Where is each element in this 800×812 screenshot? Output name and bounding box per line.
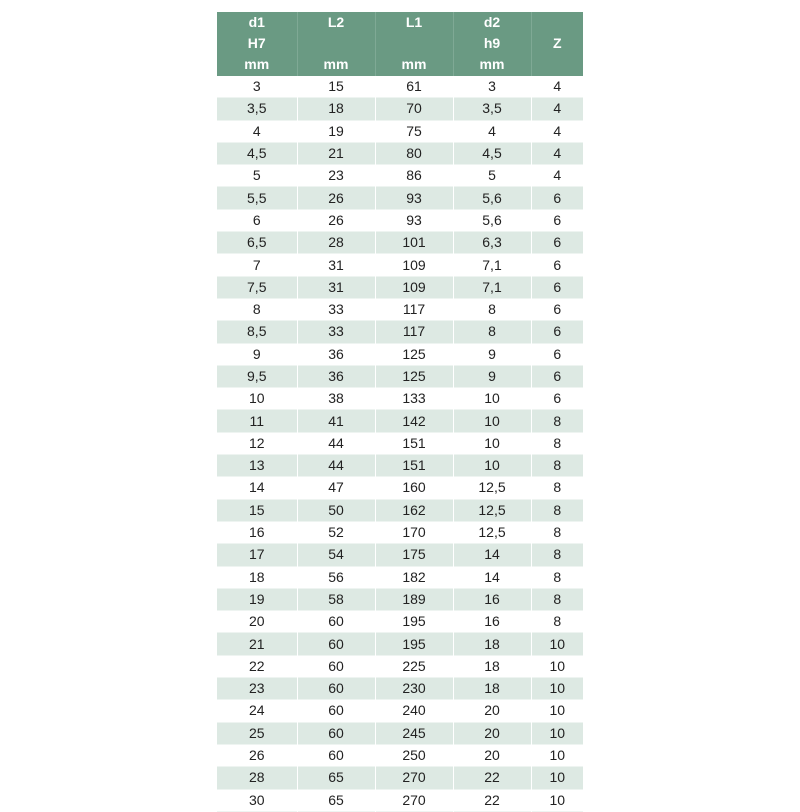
table-cell: 26 <box>217 744 297 766</box>
table-row <box>217 722 583 744</box>
table-cell: 14 <box>453 544 531 566</box>
table-row <box>217 98 583 120</box>
table-cell: 7,5 <box>217 276 297 298</box>
table-cell: 36 <box>297 343 375 365</box>
table-cell: 65 <box>297 767 375 789</box>
table-cell: 270 <box>375 767 453 789</box>
table-row <box>217 298 583 320</box>
table-cell: 6 <box>531 388 583 410</box>
table-cell: 26 <box>297 209 375 231</box>
table-cell: 240 <box>375 700 453 722</box>
table-cell: 18 <box>453 655 531 677</box>
table-row <box>217 209 583 231</box>
table-header <box>217 12 583 76</box>
table-cell: 8 <box>531 521 583 543</box>
table-cell: 9 <box>453 343 531 365</box>
table-cell: 8,5 <box>217 321 297 343</box>
header-line: L1 <box>405 14 423 30</box>
table-cell: 170 <box>375 521 453 543</box>
table-cell: 8 <box>531 499 583 521</box>
table-cell: 4 <box>531 76 583 98</box>
table-cell: 151 <box>375 432 453 454</box>
table-row <box>217 365 583 387</box>
table-row <box>217 767 583 789</box>
table-row <box>217 410 583 432</box>
header-l1 <box>375 12 453 76</box>
table-cell: 8 <box>531 611 583 633</box>
table-row <box>217 700 583 722</box>
header-line <box>376 33 453 54</box>
table-cell: 30 <box>217 789 297 811</box>
table-cell: 12,5 <box>453 521 531 543</box>
table-cell: 60 <box>297 678 375 700</box>
table-cell: 13 <box>217 455 297 477</box>
table-cell: 31 <box>297 254 375 276</box>
header-z <box>531 12 583 76</box>
table-cell: 20 <box>453 700 531 722</box>
table-cell: 22 <box>453 767 531 789</box>
table-cell: 9 <box>453 365 531 387</box>
table-cell: 10 <box>531 633 583 655</box>
table-cell: 8 <box>453 298 531 320</box>
table-cell: 142 <box>375 410 453 432</box>
table-row <box>217 477 583 499</box>
table-cell: 17 <box>217 544 297 566</box>
table-cell: 6 <box>531 343 583 365</box>
table-cell: 6 <box>531 232 583 254</box>
table-cell: 86 <box>375 165 453 187</box>
table-cell: 8 <box>531 588 583 610</box>
table-cell: 4 <box>453 120 531 142</box>
table-cell: 8 <box>531 432 583 454</box>
table-cell: 109 <box>375 254 453 276</box>
table-cell: 4 <box>217 120 297 142</box>
table-cell: 60 <box>297 611 375 633</box>
table-cell: 75 <box>375 120 453 142</box>
table-cell: 22 <box>217 655 297 677</box>
table-cell: 125 <box>375 365 453 387</box>
table-cell: 33 <box>297 321 375 343</box>
table-cell: 23 <box>217 678 297 700</box>
table-cell: 4,5 <box>217 142 297 164</box>
table-cell: 101 <box>375 232 453 254</box>
dimensions-table <box>217 12 583 812</box>
table-cell: 52 <box>297 521 375 543</box>
table-cell: 7,1 <box>453 254 531 276</box>
table-cell: 5 <box>453 165 531 187</box>
table-cell: 3 <box>453 76 531 98</box>
table-cell: 5,6 <box>453 209 531 231</box>
table-cell: 125 <box>375 343 453 365</box>
table-cell: 10 <box>453 388 531 410</box>
table-cell: 7,1 <box>453 276 531 298</box>
table-cell: 24 <box>217 700 297 722</box>
table-cell: 151 <box>375 455 453 477</box>
table-cell: 3,5 <box>217 98 297 120</box>
table-row <box>217 633 583 655</box>
table-cell: 18 <box>453 633 531 655</box>
table-cell: 189 <box>375 588 453 610</box>
table-row <box>217 611 583 633</box>
table-cell: 93 <box>375 209 453 231</box>
table-cell: 6 <box>531 365 583 387</box>
table-row <box>217 744 583 766</box>
header-line: h9 <box>483 35 501 51</box>
table-row <box>217 789 583 811</box>
table-row <box>217 455 583 477</box>
table-cell: 4 <box>531 165 583 187</box>
table-cell: 36 <box>297 365 375 387</box>
table-cell: 10 <box>531 655 583 677</box>
table-cell: 16 <box>453 588 531 610</box>
table-cell: 9 <box>217 343 297 365</box>
header-line: mm <box>401 56 427 72</box>
table-cell: 12,5 <box>453 499 531 521</box>
table-cell: 3 <box>217 76 297 98</box>
table-cell: 54 <box>297 544 375 566</box>
table-row <box>217 120 583 142</box>
table-cell: 50 <box>297 499 375 521</box>
table-cell: 10 <box>453 455 531 477</box>
table-cell: 8 <box>453 321 531 343</box>
header-d1 <box>217 12 297 76</box>
table-cell: 14 <box>217 477 297 499</box>
table-cell: 3,5 <box>453 98 531 120</box>
table-cell: 60 <box>297 633 375 655</box>
header-line: mm <box>323 56 349 72</box>
header-line <box>298 33 375 54</box>
table-cell: 5,5 <box>217 187 297 209</box>
table-cell: 70 <box>375 98 453 120</box>
table-cell: 12,5 <box>453 477 531 499</box>
table-cell: 8 <box>217 298 297 320</box>
table-cell: 16 <box>217 521 297 543</box>
table-cell: 47 <box>297 477 375 499</box>
table-cell: 162 <box>375 499 453 521</box>
table-cell: 33 <box>297 298 375 320</box>
dimensions-table-container <box>217 12 583 812</box>
table-cell: 25 <box>217 722 297 744</box>
header-line: H7 <box>247 35 266 51</box>
table-cell: 18 <box>217 566 297 588</box>
table-cell: 20 <box>453 744 531 766</box>
table-cell: 6 <box>531 276 583 298</box>
table-cell: 175 <box>375 544 453 566</box>
table-cell: 195 <box>375 611 453 633</box>
header-d2 <box>453 12 531 76</box>
header-line: mm <box>244 56 270 72</box>
table-cell: 6,5 <box>217 232 297 254</box>
table-cell: 250 <box>375 744 453 766</box>
header-line <box>532 12 584 33</box>
table-row <box>217 187 583 209</box>
table-cell: 6 <box>531 187 583 209</box>
table-cell: 8 <box>531 566 583 588</box>
table-cell: 6 <box>531 298 583 320</box>
table-cell: 93 <box>375 187 453 209</box>
table-row <box>217 521 583 543</box>
table-cell: 28 <box>297 232 375 254</box>
table-cell: 21 <box>217 633 297 655</box>
table-cell: 4,5 <box>453 142 531 164</box>
table-cell: 270 <box>375 789 453 811</box>
table-cell: 41 <box>297 410 375 432</box>
table-cell: 22 <box>453 789 531 811</box>
table-row <box>217 321 583 343</box>
table-row <box>217 165 583 187</box>
table-cell: 58 <box>297 588 375 610</box>
table-cell: 5,6 <box>453 187 531 209</box>
table-row <box>217 544 583 566</box>
table-cell: 14 <box>453 566 531 588</box>
header-line: Z <box>552 35 562 51</box>
table-cell: 44 <box>297 432 375 454</box>
table-row <box>217 678 583 700</box>
table-cell: 182 <box>375 566 453 588</box>
table-cell: 20 <box>217 611 297 633</box>
table-cell: 4 <box>531 120 583 142</box>
table-row <box>217 566 583 588</box>
table-cell: 245 <box>375 722 453 744</box>
table-cell: 10 <box>531 722 583 744</box>
table-cell: 19 <box>217 588 297 610</box>
table-cell: 5 <box>217 165 297 187</box>
table-cell: 31 <box>297 276 375 298</box>
table-cell: 10 <box>531 678 583 700</box>
table-cell: 56 <box>297 566 375 588</box>
table-cell: 230 <box>375 678 453 700</box>
table-body <box>217 76 583 811</box>
table-cell: 26 <box>297 187 375 209</box>
table-cell: 19 <box>297 120 375 142</box>
table-cell: 117 <box>375 321 453 343</box>
table-cell: 117 <box>375 298 453 320</box>
table-cell: 8 <box>531 410 583 432</box>
table-cell: 10 <box>217 388 297 410</box>
table-cell: 225 <box>375 655 453 677</box>
table-row <box>217 142 583 164</box>
table-cell: 21 <box>297 142 375 164</box>
header-row <box>217 12 583 76</box>
table-cell: 4 <box>531 98 583 120</box>
table-cell: 16 <box>453 611 531 633</box>
table-cell: 4 <box>531 142 583 164</box>
table-cell: 80 <box>375 142 453 164</box>
table-row <box>217 343 583 365</box>
table-cell: 6 <box>217 209 297 231</box>
table-row <box>217 76 583 98</box>
table-cell: 6,3 <box>453 232 531 254</box>
table-cell: 7 <box>217 254 297 276</box>
table-cell: 10 <box>531 700 583 722</box>
table-row <box>217 388 583 410</box>
table-cell: 10 <box>531 789 583 811</box>
table-cell: 60 <box>297 722 375 744</box>
table-cell: 38 <box>297 388 375 410</box>
table-cell: 10 <box>453 432 531 454</box>
table-row <box>217 432 583 454</box>
header-line <box>532 54 584 75</box>
table-cell: 109 <box>375 276 453 298</box>
table-cell: 18 <box>297 98 375 120</box>
table-cell: 44 <box>297 455 375 477</box>
table-cell: 61 <box>375 76 453 98</box>
table-row <box>217 254 583 276</box>
table-row <box>217 655 583 677</box>
table-cell: 60 <box>297 700 375 722</box>
table-cell: 18 <box>453 678 531 700</box>
table-cell: 65 <box>297 789 375 811</box>
table-cell: 11 <box>217 410 297 432</box>
table-cell: 8 <box>531 455 583 477</box>
header-line: d1 <box>248 14 265 30</box>
table-cell: 133 <box>375 388 453 410</box>
table-cell: 8 <box>531 477 583 499</box>
table-cell: 8 <box>531 544 583 566</box>
table-cell: 12 <box>217 432 297 454</box>
header-line: d2 <box>483 14 501 30</box>
table-cell: 23 <box>297 165 375 187</box>
table-cell: 10 <box>453 410 531 432</box>
table-cell: 10 <box>531 767 583 789</box>
table-cell: 20 <box>453 722 531 744</box>
table-cell: 10 <box>531 744 583 766</box>
table-cell: 6 <box>531 321 583 343</box>
table-cell: 160 <box>375 477 453 499</box>
table-cell: 60 <box>297 744 375 766</box>
table-row <box>217 276 583 298</box>
table-cell: 9,5 <box>217 365 297 387</box>
table-cell: 28 <box>217 767 297 789</box>
table-cell: 6 <box>531 209 583 231</box>
table-cell: 15 <box>297 76 375 98</box>
table-cell: 60 <box>297 655 375 677</box>
table-row <box>217 499 583 521</box>
header-line: mm <box>479 56 505 72</box>
table-cell: 15 <box>217 499 297 521</box>
table-row <box>217 588 583 610</box>
header-line: L2 <box>327 14 345 30</box>
header-l2 <box>297 12 375 76</box>
table-cell: 6 <box>531 254 583 276</box>
table-row <box>217 232 583 254</box>
table-cell: 195 <box>375 633 453 655</box>
